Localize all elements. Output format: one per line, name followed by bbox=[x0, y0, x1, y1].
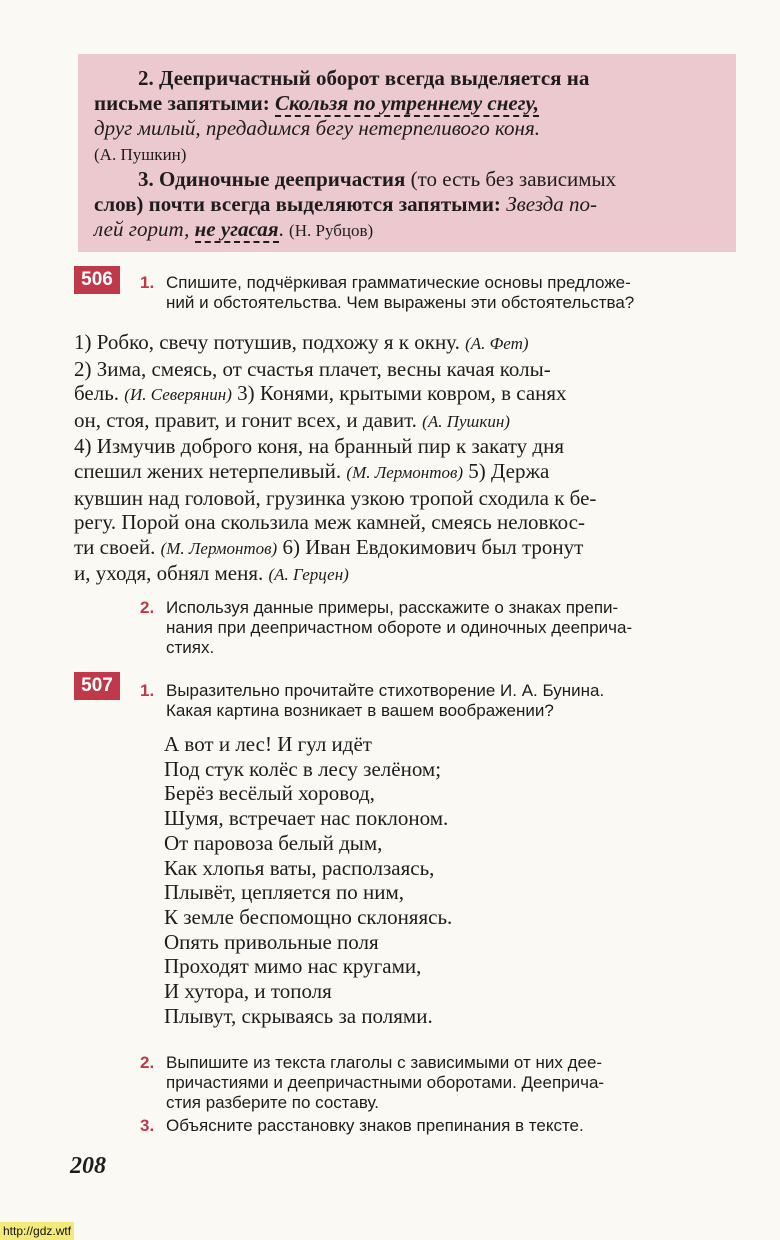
text-fragment: 2) Зима, смеясь, от счастья плачет, весны качая колы- bbox=[74, 356, 551, 381]
text-fragment: 6) Иван Евдокимович был тронут bbox=[277, 534, 584, 559]
text-fragment: регу. Порой она скользила меж камней, смеясь неловкос- bbox=[74, 510, 585, 535]
rule-line-2 bbox=[94, 91, 716, 116]
task-line: Используя данные примеры, расскажите о знаках препи- bbox=[166, 598, 619, 617]
task-line: Выразительно прочитайте стихотворение И. А. Бунина. bbox=[166, 681, 605, 700]
text-fragment: и, уходя, обнял меня. bbox=[74, 561, 269, 586]
rule-2-author: (А. Пушкин) bbox=[94, 145, 187, 164]
author-attribution: (А. Герцен) bbox=[268, 565, 349, 585]
text-fragment: ти своей. bbox=[74, 534, 161, 559]
author-attribution: (М. Лермонтов) bbox=[160, 538, 278, 558]
task-text bbox=[166, 1116, 740, 1136]
exercise-507-badge: 507 bbox=[74, 672, 120, 700]
task-line: стиях. bbox=[166, 638, 215, 657]
exercise-506-badge: 506 bbox=[74, 266, 120, 294]
task-number: 1. bbox=[140, 273, 155, 292]
rule-line-5 bbox=[94, 167, 716, 192]
rule-3-note: (то есть без зависимых bbox=[410, 167, 617, 191]
task-number: 3. bbox=[140, 1116, 155, 1135]
text-line bbox=[74, 535, 738, 562]
poem-line: А вот и лес! И гул идёт bbox=[164, 732, 372, 756]
rule-3-heading-cont: почти всегда выделяются запятыми: bbox=[148, 192, 501, 216]
poem bbox=[164, 732, 664, 1028]
text-fragment: кувшин над головой, грузинка узкою тропой сходила к бе- bbox=[74, 485, 597, 510]
rule-line-3 bbox=[94, 116, 716, 141]
task-line: причастиями и деепричастными оборотами. Дееприча- bbox=[166, 1073, 605, 1092]
rule-3-example-cont: лей горит, bbox=[94, 217, 190, 241]
poem-line: Плывёт, цепляется по ним, bbox=[164, 880, 405, 905]
poem-line: Проходят мимо нас кругами, bbox=[164, 954, 422, 979]
footer-link[interactable]: http://gdz.wtf bbox=[0, 1222, 74, 1240]
exercise-506-text bbox=[74, 330, 738, 588]
rule-2-heading: Деепричастный оборот всегда выделяется на bbox=[159, 66, 590, 90]
text-fragment: бель. bbox=[74, 381, 125, 406]
text-fragment: 5) Держа bbox=[463, 458, 550, 483]
text-fragment: 1) Робко, свечу потушив, подхожу я к окну. bbox=[74, 330, 466, 354]
rule-2-number: 2. bbox=[138, 66, 154, 90]
task-line: нания при деепричастном обороте и одиночных дееприча- bbox=[166, 618, 633, 637]
text-line bbox=[74, 357, 738, 382]
author-attribution: (А. Пушкин) bbox=[422, 411, 510, 431]
text-line bbox=[74, 510, 738, 535]
text-line bbox=[74, 381, 738, 408]
text-line bbox=[74, 330, 738, 357]
rule-3-example-underlined: не угасая bbox=[194, 217, 279, 241]
rule-box bbox=[78, 54, 736, 252]
poem-line: И хутора, и тополя bbox=[164, 979, 332, 1004]
rule-3-note-end: слов) bbox=[94, 192, 144, 216]
text-fragment: он, стоя, правит, и гонит всех, и давит. bbox=[74, 407, 423, 432]
task-text bbox=[166, 273, 740, 313]
text-fragment: 4) Измучив доброго коня, на бранный пир к закату дня bbox=[74, 434, 564, 459]
text-fragment: 3) Конями, крытыми ковром, в санях bbox=[231, 381, 567, 406]
rule-2-example: друг милый, предадимся бегу нетерпеливого коня. bbox=[94, 116, 540, 140]
task-number: 2. bbox=[140, 598, 155, 617]
poem-line: От паровоза белый дым, bbox=[164, 830, 383, 855]
text-line bbox=[74, 459, 738, 486]
rule-line-4 bbox=[94, 141, 716, 167]
poem-line: Под стук колёс в лесу зелёном; bbox=[164, 756, 442, 781]
poem-line: Плывут, скрываясь за полями. bbox=[164, 1003, 433, 1028]
task-line: Выпишите из текста глаголы с зависимыми от них дее- bbox=[166, 1053, 603, 1072]
rule-2-heading-cont: письме запятыми: bbox=[94, 91, 270, 115]
rule-line-7 bbox=[94, 217, 716, 243]
text-line bbox=[74, 408, 738, 435]
poem-line: К земле беспомощно склоняясь. bbox=[164, 904, 453, 929]
rule-2-example-underlined: Скользя по утреннему снегу, bbox=[274, 91, 540, 115]
task-line: ний и обстоятельства. Чем выражены эти обстоятельства? bbox=[166, 293, 635, 312]
text-fragment: спешил жених нетерпеливый. bbox=[74, 458, 347, 483]
text-line bbox=[74, 561, 738, 588]
task-line: Объясните расстановку знаков препинания в тексте. bbox=[166, 1116, 584, 1135]
rule-3-author: (Н. Рубцов) bbox=[289, 221, 374, 240]
task-number: 2. bbox=[140, 1053, 155, 1072]
page-number: 208 bbox=[70, 1153, 106, 1179]
text-line bbox=[74, 486, 738, 511]
task-line: стия разберите по составу. bbox=[166, 1093, 380, 1112]
poem-line: Как хлопья ваты, расползаясь, bbox=[164, 855, 435, 880]
rule-3-heading: Одиночные деепричастия bbox=[159, 167, 406, 191]
rule-line-6 bbox=[94, 192, 716, 217]
author-attribution: (А. Фет) bbox=[465, 334, 529, 353]
poem-line: Шумя, встречает нас поклоном. bbox=[164, 806, 449, 831]
poem-line: Берёз весёлый хоровод, bbox=[164, 781, 375, 806]
rule-3-number: 3. bbox=[138, 167, 154, 191]
poem-line: Опять привольные поля bbox=[164, 929, 379, 954]
task-line: Спишите, подчёркивая грамматические основы предложе- bbox=[166, 273, 631, 292]
task-line: Какая картина возникает в вашем воображении? bbox=[166, 701, 554, 720]
task-text bbox=[166, 681, 740, 721]
rule-3-example: Звезда по- bbox=[506, 192, 598, 216]
author-attribution: (М. Лермонтов) bbox=[346, 462, 464, 482]
task-number: 1. bbox=[140, 681, 155, 700]
author-attribution: (И. Северянин) bbox=[124, 385, 232, 405]
text-line bbox=[74, 434, 738, 459]
task-text bbox=[166, 598, 740, 658]
rule-3-dot: . bbox=[278, 217, 284, 241]
task-text bbox=[166, 1053, 740, 1113]
rule-line-1 bbox=[94, 66, 716, 91]
